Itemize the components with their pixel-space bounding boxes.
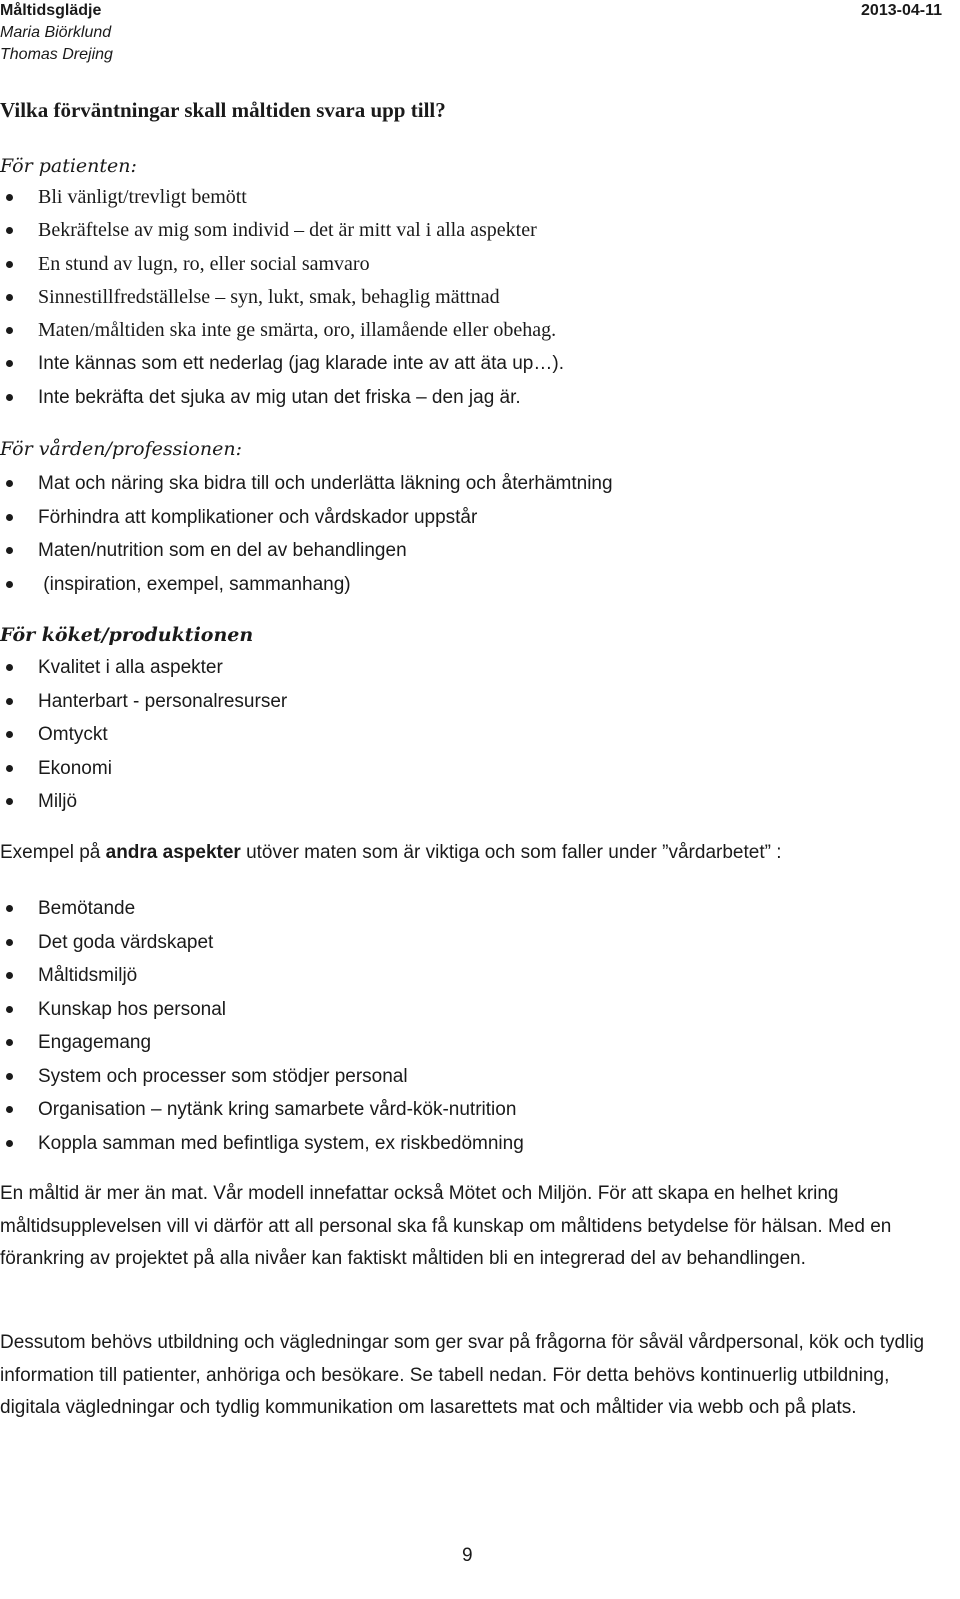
example-intro <box>0 842 782 864</box>
list-item: Engagemang <box>0 1026 524 1060</box>
list-item: Kvalitet i alla aspekter <box>0 651 287 685</box>
list-item: Koppla samman med befintliga system, ex riskbedömning <box>0 1127 524 1161</box>
header-title: Måltidsglädje <box>0 2 102 19</box>
list-item: (inspiration, exempel, sammanhang) <box>0 568 613 602</box>
example-post: utöver maten som är viktiga och som faller under ”vårdarbetet” : <box>240 842 782 863</box>
list-item: Kunskap hos personal <box>0 993 524 1027</box>
list-item: Organisation – nytänk kring samarbete vård-kök-nutrition <box>0 1093 524 1127</box>
patient-list <box>0 181 564 414</box>
list-item: Maten/måltiden ska inte ge smärta, oro, illamående eller obehag. <box>0 314 564 347</box>
section-heading-care: För vården/professionen: <box>0 438 242 460</box>
list-item: Ekonomi <box>0 752 287 786</box>
main-question: Vilka förväntningar skall måltiden svara upp till? <box>0 98 446 122</box>
section-heading-patient: För patienten: <box>0 155 137 177</box>
kitchen-list <box>0 651 287 819</box>
list-item: Maten/nutrition som en del av behandlingen <box>0 534 613 568</box>
list-item: Sinnestillfredställelse – syn, lukt, smak, behaglig mättnad <box>0 281 564 314</box>
list-item: Bli vänligt/trevligt bemött <box>0 181 564 214</box>
example-list <box>0 892 524 1160</box>
list-item: Mat och näring ska bidra till och underlätta läkning och återhämtning <box>0 467 613 501</box>
list-item: En stund av lugn, ro, eller social samvaro <box>0 248 564 281</box>
example-bold: andra aspekter <box>105 842 241 863</box>
list-item: Miljö <box>0 785 287 819</box>
header-author: Thomas Drejing <box>0 46 113 63</box>
section-heading-kitchen: För köket/produktionen <box>0 624 254 646</box>
example-pre: Exempel på <box>0 842 106 863</box>
list-item: Det goda värdskapet <box>0 926 524 960</box>
list-item: Inte kännas som ett nederlag (jag klarade inte av att äta up…). <box>0 347 564 380</box>
header-date: 2013-04-11 <box>861 2 942 19</box>
list-item: Måltidsmiljö <box>0 959 524 993</box>
list-item: Bekräftelse av mig som individ – det är mitt val i alla aspekter <box>0 214 564 247</box>
body-paragraph: Dessutom behövs utbildning och vägledningar som ger svar på frågorna för såväl vårdpersonal, kök och tydlig information till patienter, anhöriga och besökare. Se tabell nedan. För detta behövs kontinuerlig utbildning, digitala vägledningar och tydlig kommunikation om lasarettets mat och måltider via webb och på plats. <box>0 1332 925 1418</box>
list-item: Omtyckt <box>0 718 287 752</box>
care-list <box>0 467 613 601</box>
list-item: Bemötande <box>0 892 524 926</box>
list-item: Hanterbart - personalresurser <box>0 685 287 719</box>
body-paragraph: En måltid är mer än mat. Vår modell innefattar också Mötet och Miljön. För att skapa en helhet kring måltidsupplevelsen vill vi därför att all personal ska få kunskap om måltidens betydelse för hälsan. Med en förankring av projektet på alla nivåer kan faktiskt måltiden bli en integrerad del av behandlingen. <box>0 1183 892 1269</box>
header-author: Maria Biörklund <box>0 24 112 41</box>
list-item: Inte bekräfta det sjuka av mig utan det friska – den jag är. <box>0 381 564 414</box>
page-header <box>0 0 113 66</box>
list-item: System och processer som stödjer personal <box>0 1060 524 1094</box>
list-item: Förhindra att komplikationer och vårdskador uppstår <box>0 501 613 535</box>
page-number: 9 <box>462 1545 473 1566</box>
